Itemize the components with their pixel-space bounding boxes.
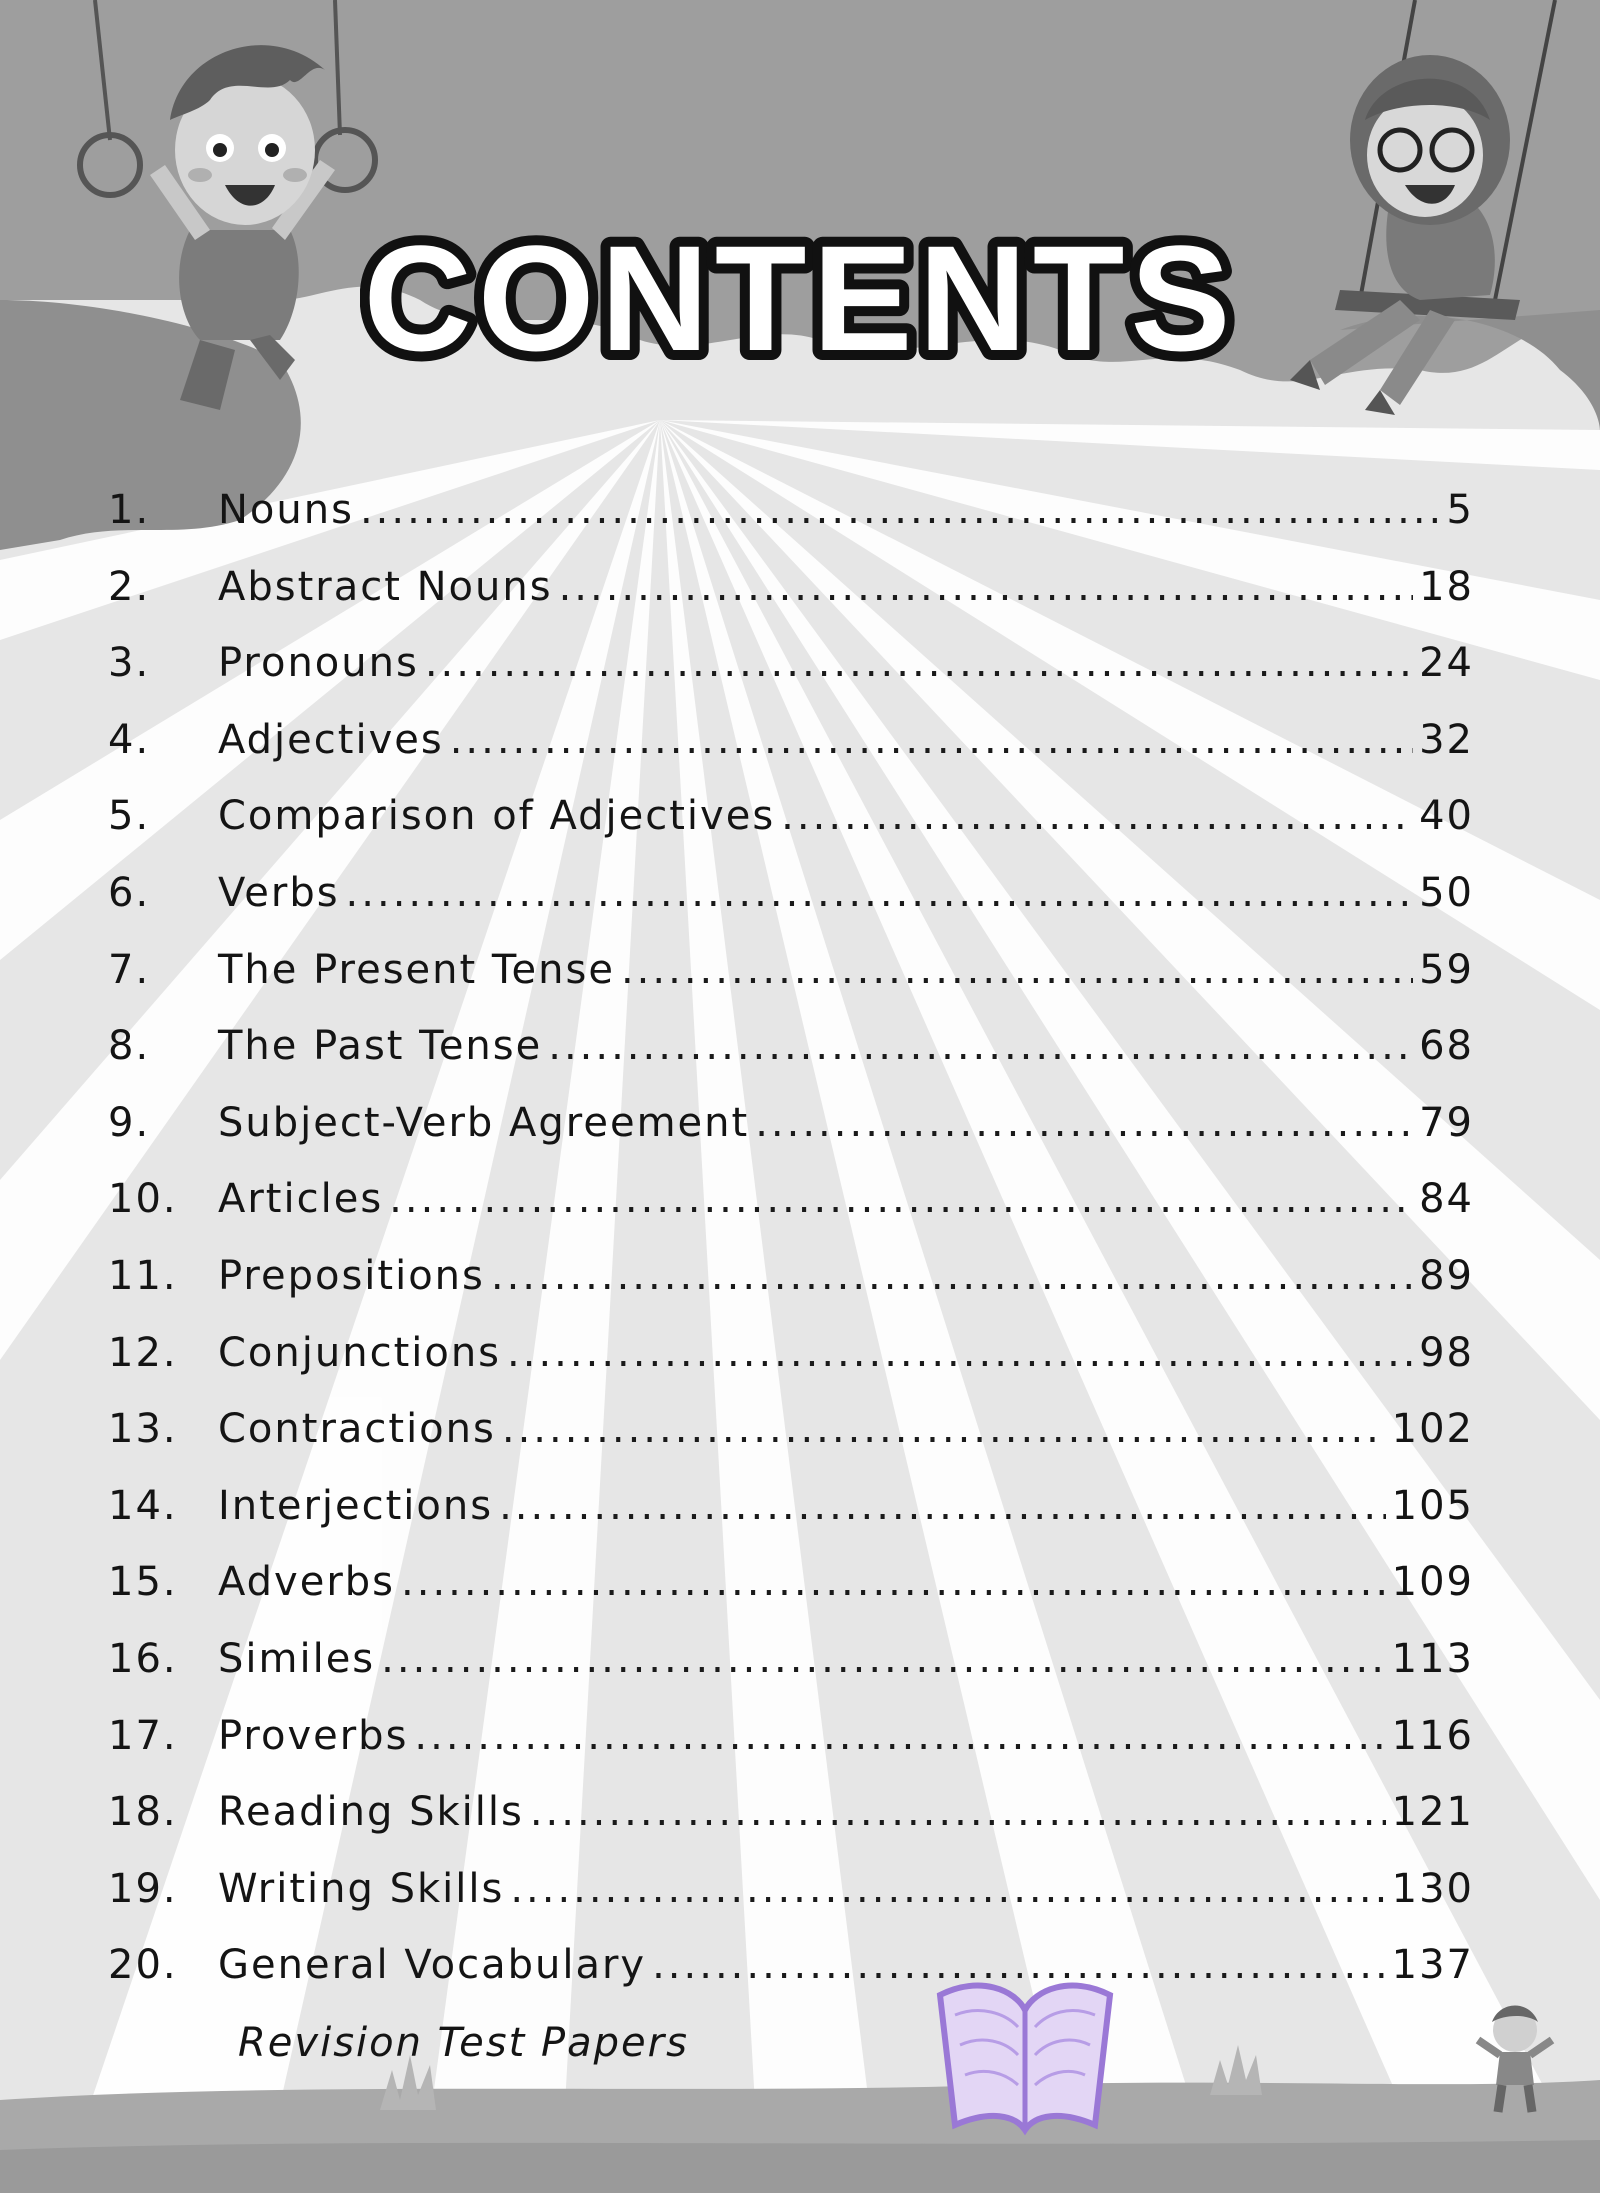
toc-entry	[108, 1789, 1474, 1849]
toc-entry-title: Articles	[218, 1176, 384, 1223]
toc-entry-page-number: 116	[1391, 1712, 1474, 1759]
toc-entry-title: Nouns	[218, 487, 354, 533]
open-book-icon	[920, 1975, 1130, 2145]
toc-dot-leader	[755, 1100, 1413, 1146]
toc-entry	[108, 717, 1474, 777]
toc-dot-leader	[346, 870, 1414, 916]
toc-dot-leader	[548, 1023, 1413, 1069]
toc-entry-title: General Vocabulary	[218, 1942, 647, 1989]
toc-entry	[108, 1636, 1474, 1696]
toc-entry-title: Adverbs	[218, 1559, 396, 1606]
toc-entry-title: The Past Tense	[218, 1023, 543, 1070]
toc-entry-number: 18.	[108, 1789, 178, 1836]
toc-entry-page-number: 102	[1391, 1406, 1474, 1453]
toc-entry-title: The Present Tense	[218, 946, 615, 993]
toc-entry-page-number: 79	[1419, 1099, 1474, 1146]
toc-dot-leader	[781, 793, 1413, 839]
toc-entry-page-number: 59	[1419, 946, 1474, 993]
toc-entry-page-number: 113	[1391, 1636, 1474, 1682]
toc-entry-page-number: 89	[1419, 1253, 1474, 1299]
toc-entry-title: Interjections	[218, 1482, 494, 1529]
toc-entry	[108, 1100, 1474, 1160]
toc-entry-number: 16.	[108, 1636, 178, 1682]
toc-entry-title: Adjectives	[218, 716, 444, 763]
toc-dot-leader	[450, 717, 1413, 763]
toc-dot-leader	[502, 1406, 1386, 1452]
toc-entry-title: Reading Skills	[218, 1789, 524, 1836]
toc-dot-leader	[381, 1636, 1385, 1682]
toc-entry-number: 6.	[108, 870, 151, 916]
toc-dot-leader	[507, 1330, 1413, 1376]
toc-entry-page-number: 18	[1419, 563, 1474, 610]
toc-entry-page-number: 32	[1419, 716, 1474, 763]
toc-entry-page-number: 24	[1419, 640, 1474, 687]
toc-entry	[108, 1559, 1474, 1619]
toc-entry-number: 8.	[108, 1023, 151, 1070]
toc-dot-leader	[559, 564, 1414, 610]
toc-entry	[108, 487, 1474, 547]
toc-entry	[108, 1176, 1474, 1236]
toc-entry-number: 13.	[108, 1406, 178, 1453]
toc-dot-leader	[389, 1176, 1413, 1222]
toc-entry-page-number: 50	[1419, 870, 1474, 916]
toc-dot-leader	[425, 640, 1413, 686]
toc-entry	[108, 870, 1474, 930]
toc-entry-page-number: 109	[1391, 1559, 1474, 1606]
toc-entry	[108, 1866, 1474, 1926]
toc-entry-number: 14.	[108, 1482, 178, 1529]
toc-entry	[108, 564, 1474, 624]
toc-entry-number: 4.	[108, 716, 151, 763]
toc-entry	[108, 1713, 1474, 1773]
toc-entry-page-number: 137	[1391, 1942, 1474, 1989]
toc-entry	[108, 640, 1474, 700]
toc-entry-page-number: 105	[1391, 1482, 1474, 1529]
toc-entry-title: Abstract Nouns	[218, 563, 553, 610]
toc-entry	[108, 1942, 1474, 2002]
toc-dot-leader	[401, 1559, 1386, 1605]
toc-entry-title: Proverbs	[218, 1712, 409, 1759]
toc-dot-leader	[491, 1253, 1413, 1299]
toc-entry	[108, 947, 1474, 1007]
toc-entry-title: Writing Skills	[218, 1865, 505, 1912]
toc-entry-number: 7.	[108, 946, 151, 993]
toc-entry-title: Pronouns	[218, 640, 419, 687]
contents-title-text: CONTENTS	[363, 214, 1237, 382]
toc-entry-title: Conjunctions	[218, 1329, 502, 1376]
toc-dot-leader	[530, 1789, 1386, 1835]
toc-entry-number: 2.	[108, 563, 151, 610]
toc-entry	[108, 793, 1474, 853]
toc-dot-leader	[414, 1713, 1385, 1759]
small-kid-illustration	[1470, 2000, 1560, 2120]
toc-entry-page-number: 121	[1391, 1789, 1474, 1836]
toc-entry-title: Contractions	[218, 1406, 496, 1453]
toc-entry-page-number: 68	[1419, 1023, 1474, 1070]
toc-dot-leader	[510, 1866, 1385, 1912]
toc-entry-page-number: 130	[1391, 1865, 1474, 1912]
toc-dot-leader	[621, 947, 1413, 993]
toc-dot-leader	[360, 487, 1441, 533]
toc-entry-number: 10.	[108, 1176, 178, 1223]
toc-entry-number: 19.	[108, 1865, 178, 1912]
toc-entry-number: 15.	[108, 1559, 178, 1606]
toc-entry-page-number: 84	[1419, 1176, 1474, 1223]
toc-entry	[108, 1483, 1474, 1543]
toc-entry-title: Comparison of Adjectives	[218, 793, 776, 840]
toc-entry-number: 3.	[108, 640, 151, 687]
toc-entry-title: Verbs	[218, 870, 340, 916]
toc-entry	[108, 1406, 1474, 1466]
toc-entry-title: Prepositions	[218, 1253, 485, 1299]
toc-entry-number: 17.	[108, 1712, 178, 1759]
toc-entry-page-number: 98	[1419, 1329, 1474, 1376]
toc-entry-number: 12.	[108, 1329, 178, 1376]
toc-entry-title: Similes	[218, 1636, 376, 1682]
toc-entry-number: 20.	[108, 1942, 178, 1989]
revision-test-papers-label: Revision Test Papers	[238, 2020, 689, 2066]
toc-entry-number: 9.	[108, 1099, 151, 1146]
toc-entry	[108, 1330, 1474, 1390]
toc-entry-title: Subject-Verb Agreement	[218, 1099, 750, 1146]
toc-entry	[108, 1253, 1474, 1313]
toc-entry	[108, 1023, 1474, 1083]
toc-entry-number: 1.	[108, 487, 151, 533]
toc-entry-page-number: 40	[1419, 793, 1474, 840]
toc-dot-leader	[499, 1483, 1386, 1529]
toc-entry-page-number: 5	[1446, 487, 1474, 533]
toc-entry-number: 5.	[108, 793, 151, 840]
toc-entry-number: 11.	[108, 1253, 178, 1299]
